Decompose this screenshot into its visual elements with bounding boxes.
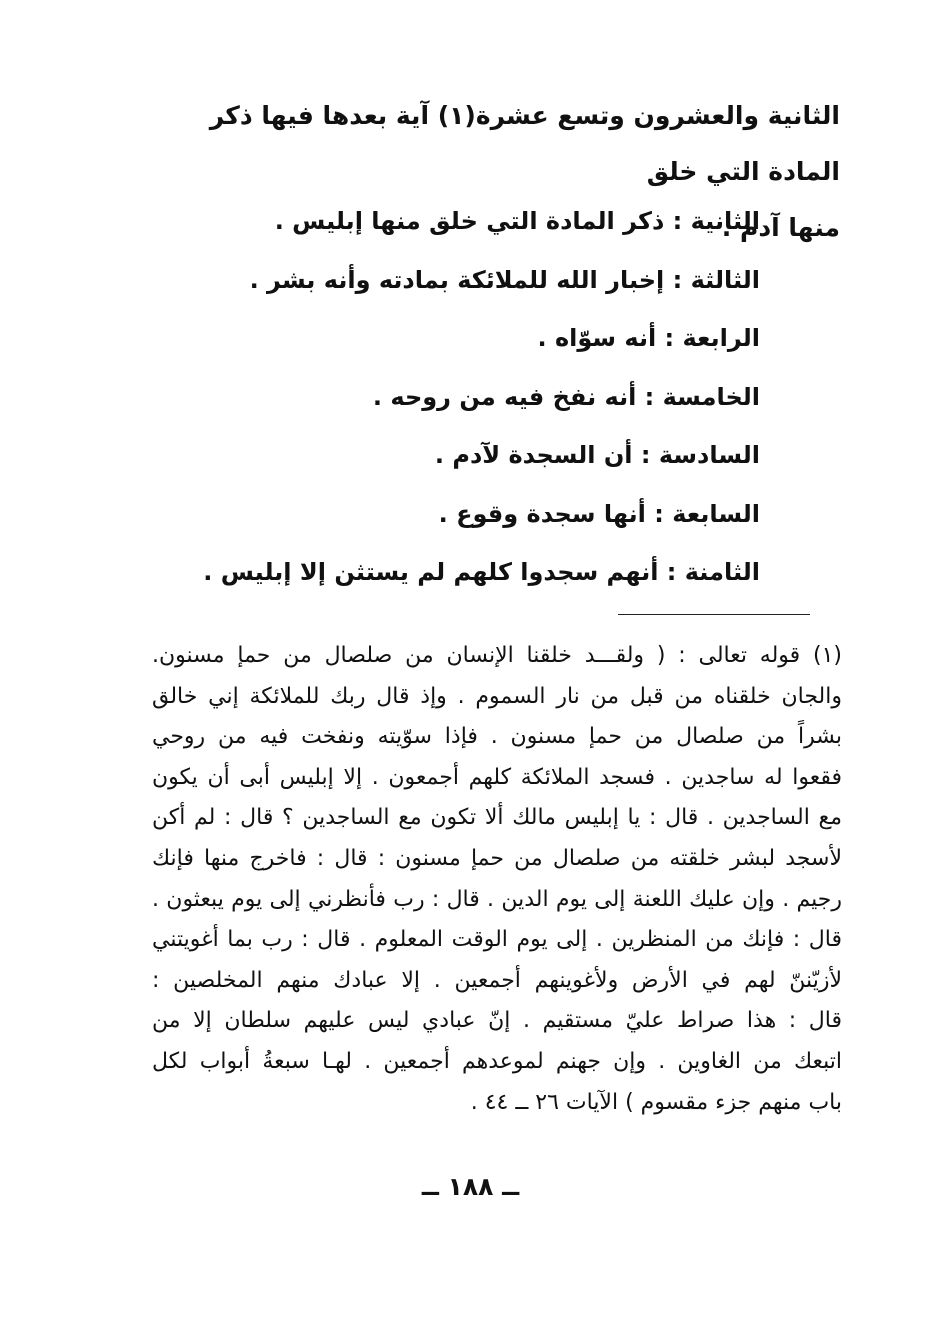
footnote-separator xyxy=(618,614,810,615)
point-item: الثالثة : إخبار الله للملائكة بمادته وأنه بشر . xyxy=(249,265,760,294)
point-item: الرابعة : أنه سوّاه . xyxy=(537,324,760,352)
footnote-line: فقعوا له ساجدين . فسجد الملائكة كلهم أجمعون . إلا إبليس أبى أن يكون xyxy=(152,764,842,790)
footnote-line: والجان خلقناه من قبل من نار السموم . وإذ قال ربك للملائكة إني خالق xyxy=(152,683,842,709)
footnote-line: رجيم . وإن عليك اللعنة إلى يوم الدين . قال : رب فأنظرني إلى يوم يبعثون . xyxy=(152,886,842,912)
page-number: ــ ١٨٨ ــ xyxy=(421,1172,520,1201)
footnote-line: لأسجد لبشر خلقته من صلصال من حمإ مسنون : قال : فاخرج منها فإنك xyxy=(152,845,842,871)
point-item: السابعة : أنها سجدة وقوع . xyxy=(438,499,760,528)
point-item: الثامنة : أنهم سجدوا كلهم لم يستثن إلا إبليس . xyxy=(203,558,760,586)
point-item: الخامسة : أنه نفخ فيه من روحه . xyxy=(372,382,760,411)
footnote-line: اتبعك من الغاوين . وإن جهنم لموعدهم أجمعين . لهـا سبعةُ أبواب لكل xyxy=(152,1048,842,1074)
footnote-line: قال : هذا صراط عليّ مستقيم . إنّ عبادي ليس عليهم سلطان إلا من xyxy=(152,1008,842,1034)
footnote-line: (١) قوله تعالى : ( ولقـــد خلقنا الإنسان من صلصال من حمإ مسنون. xyxy=(152,643,842,668)
footnote xyxy=(152,636,842,1123)
footnote-line: مع الساجدين . قال : يا إبليس مالك ألا تكون مع الساجدين ؟ قال : لم أكن xyxy=(152,805,842,831)
footnote-line: قال : فإنك من المنظرين . إلى يوم الوقت المعلوم . قال : رب بما أغويتني xyxy=(152,927,842,953)
intro-line: الثانية والعشرون وتسع عشرة(١) آية بعدها فيها ذكر المادة التي خلق xyxy=(209,101,840,186)
footnote-line: لأزيّننّ لهم في الأرض ولأغوينهم أجمعين . إلا عبادك منهم المخلصين : xyxy=(152,967,842,993)
footnote-line: بشراً من صلصال من حمإ مسنون . فإذا سوّيته ونفخت فيه من روحي xyxy=(152,724,842,750)
intro-line: منها آدم . xyxy=(721,213,840,242)
point-item: الثانية : ذكر المادة التي خلق منها إبليس . xyxy=(274,207,760,235)
point-item: السادسة : أن السجدة لآدم . xyxy=(434,441,760,469)
numbered-points xyxy=(130,192,760,602)
footnote-line: باب منهم جزء مقسوم ) الآيات ٢٦ ــ ٤٤ . xyxy=(470,1089,842,1115)
